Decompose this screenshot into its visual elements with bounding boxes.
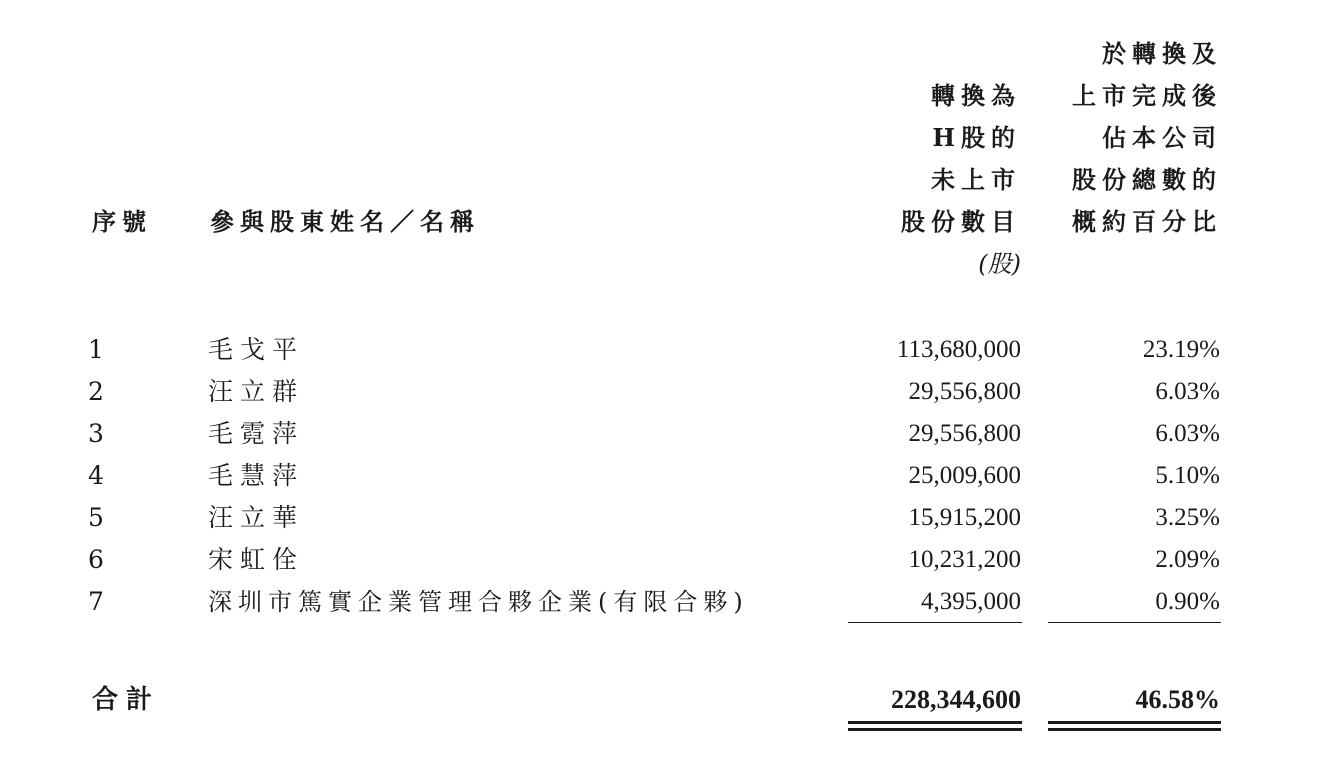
row-percentage: 2.09% [1155, 546, 1220, 573]
pct-subtotal-rule [1048, 622, 1221, 623]
row-name: 汪立華 [208, 503, 305, 532]
row-percentage: 5.10% [1155, 462, 1220, 489]
header-pct-line-1: 於轉換及 [1102, 39, 1222, 68]
row-percentage: 0.90% [1155, 588, 1220, 615]
header-pct-line-2: 上市完成後 [1072, 81, 1222, 110]
header-shares-line-1: 轉換為 [931, 81, 1021, 110]
header-shares-line-3: 未上市 [931, 165, 1021, 194]
header-pct-line-4: 股份總數的 [1072, 165, 1222, 194]
row-shares: 25,009,600 [908, 462, 1021, 489]
row-percentage: 3.25% [1155, 504, 1220, 531]
header-shares-line-4: 股份數目 [901, 207, 1021, 236]
header-shares-unit: (股) [978, 250, 1021, 278]
row-number: 2 [88, 377, 104, 406]
row-percentage: 6.03% [1155, 420, 1220, 447]
row-shares: 10,231,200 [908, 546, 1021, 573]
row-name: 毛霓萍 [208, 419, 305, 448]
total-shares: 228,344,600 [891, 685, 1021, 714]
row-percentage: 6.03% [1155, 378, 1220, 405]
row-number: 7 [88, 587, 104, 616]
shares-subtotal-rule [848, 622, 1022, 623]
row-name: 毛慧萍 [208, 461, 305, 490]
row-number: 3 [88, 419, 104, 448]
row-shares: 29,556,800 [908, 378, 1021, 405]
row-name: 宋虹佺 [208, 545, 305, 574]
row-shares: 29,556,800 [908, 420, 1021, 447]
header-shares-line-2: H股的 [932, 123, 1021, 152]
total-percentage: 46.58% [1135, 685, 1220, 714]
header-serial-number: 序號 [92, 207, 152, 236]
row-name: 毛戈平 [208, 335, 305, 364]
header-shareholder-name: 參與股東姓名／名稱 [210, 207, 480, 236]
total-label: 合計 [92, 685, 161, 715]
row-number: 6 [88, 545, 104, 574]
row-name: 深圳市篤實企業管理合夥企業(有限合夥) [208, 588, 749, 616]
row-number: 4 [88, 461, 104, 490]
header-pct-line-3: 佔本公司 [1102, 123, 1222, 152]
row-number: 1 [88, 335, 104, 364]
header-pct-line-5: 概約百分比 [1072, 207, 1222, 236]
pct-total-double-rule [1048, 721, 1221, 731]
row-shares: 113,680,000 [896, 336, 1021, 363]
row-shares: 15,915,200 [908, 504, 1021, 531]
row-shares: 4,395,000 [921, 588, 1021, 615]
shares-total-double-rule [848, 721, 1022, 731]
row-name: 汪立群 [208, 377, 305, 406]
row-number: 5 [88, 503, 104, 532]
row-percentage: 23.19% [1142, 336, 1220, 363]
